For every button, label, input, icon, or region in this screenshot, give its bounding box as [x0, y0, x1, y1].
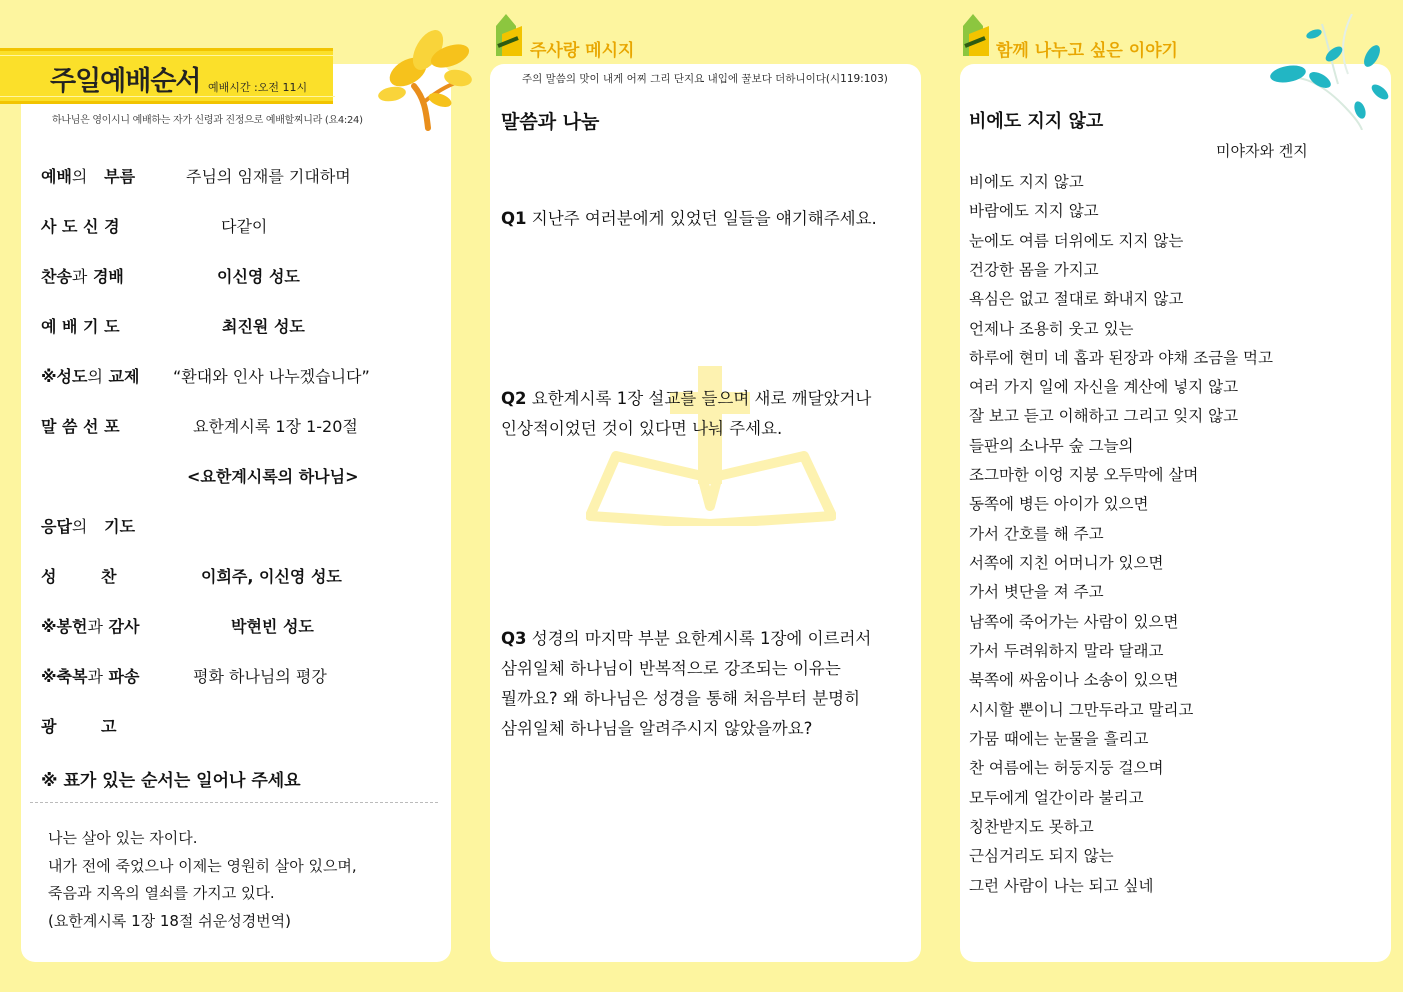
question-number: Q3: [501, 629, 527, 648]
order-label: ※축복: [41, 667, 88, 686]
question-number: Q2: [501, 389, 527, 408]
bookmark-arrow-icon: [959, 12, 993, 56]
quote-line: (요한계시록 1장 18절 쉬운성경번역): [48, 912, 292, 930]
order-value: 박현빈 성도: [231, 617, 314, 636]
poem-line: 들판의 소나무 숲 그늘의: [969, 437, 1134, 455]
section-title-story: 함께 나누고 싶은 이야기: [996, 41, 1178, 61]
order-value: 요한계시록 1장 1-20절: [193, 417, 358, 436]
page-title: 주일예배순서: [50, 66, 201, 97]
poem-line: 여러 가지 일에 자신을 계산에 넣지 않고: [969, 378, 1239, 396]
order-value: 최진원 성도: [222, 317, 305, 336]
poem-line: 바람에도 지지 않고: [969, 202, 1099, 220]
poem-line: 가뭄 때에는 눈물을 흘리고: [969, 730, 1149, 748]
service-time: 예배시간 :오전 11시: [208, 81, 308, 94]
poem-line: 동쪽에 병든 아이가 있으면: [969, 495, 1149, 513]
order-label: 응답: [41, 517, 72, 536]
poem-line: 가서 두려워하지 말라 달래고: [969, 642, 1164, 660]
quote-line: 내가 전에 죽었으나 이제는 영원히 살아 있으며,: [48, 857, 357, 875]
question-text: 뭘까요? 왜 하나님은 성경을 통해 처음부터 분명히: [501, 689, 861, 708]
order-label: 사 도 신 경: [41, 217, 120, 236]
poem-line: 칭찬받지도 못하고: [969, 818, 1094, 836]
poem-line: 욕심은 없고 절대로 화내지 않고: [969, 290, 1184, 308]
worship-verse: 하나님은 영이시니 예배하는 자가 신령과 진정으로 예배할찌니라 (요4:24): [52, 115, 363, 126]
poem-line: 서쪽에 지친 어머니가 있으면: [969, 554, 1164, 572]
title-banner: [0, 48, 333, 104]
poem-line: 그런 사람이 나는 되고 싶네: [969, 877, 1154, 895]
section-title-message: 주사랑 메시지: [530, 41, 635, 61]
quote-line: 나는 살아 있는 자이다.: [48, 829, 198, 847]
order-label: 성 찬: [41, 567, 117, 586]
poem-line: 조그마한 이엉 지붕 오두막에 살며: [969, 466, 1199, 484]
question-text: 삼위일체 하나님이 반복적으로 강조되는 이유는: [501, 659, 841, 678]
order-label-particle: 과: [87, 667, 103, 686]
order-value: “환대와 인사 나누겠습니다”: [173, 367, 370, 386]
order-label-particle: 과: [71, 267, 88, 286]
order-label: 예 배 기 도: [41, 317, 120, 336]
order-label: 기도: [104, 517, 136, 536]
poem-line: 근심거리도 되지 않는: [969, 847, 1114, 865]
poem-line: 언제나 조용히 웃고 있는: [969, 320, 1134, 338]
poem-line: 눈에도 여름 더위에도 지지 않는: [969, 232, 1184, 250]
question-text: 지난주 여러분에게 있었던 일들을 얘기해주세요.: [531, 209, 877, 228]
message-heading: 말씀과 나눔: [501, 111, 600, 133]
poem-line: 건강한 몸을 가지고: [969, 261, 1099, 279]
bookmark-arrow-icon: [492, 12, 526, 56]
order-value: 주님의 임재를 기대하며: [186, 167, 351, 186]
order-label: 말 씀 선 포: [41, 417, 120, 436]
poem-line: 가서 간호를 해 주고: [969, 525, 1104, 543]
order-label: 예배: [41, 167, 72, 186]
sermon-title: <요한계시록의 하나님>: [187, 467, 359, 486]
message-verse: 주의 말씀의 맛이 내게 어찌 그리 단지요 내입에 꿀보다 더하니이다(시119:103): [522, 73, 888, 85]
order-value: 다같이: [221, 217, 268, 236]
divider: [30, 802, 438, 803]
tree-icon: [366, 20, 478, 132]
order-label: ※봉헌: [41, 617, 88, 636]
question-text: 삼위일체 하나님을 알려주시지 않았을까요?: [501, 719, 813, 738]
floral-ornament-icon: [1262, 14, 1394, 130]
order-label-particle: 의: [87, 367, 103, 386]
stand-note: ※ 표가 있는 순서는 일어나 주세요: [41, 771, 301, 791]
order-value: 평화 하나님의 평강: [193, 667, 327, 686]
order-label: 파송: [108, 667, 140, 686]
order-label: 감사: [108, 617, 140, 636]
order-label-particle: 의: [71, 167, 88, 186]
poem-line: 비에도 지지 않고: [969, 173, 1084, 191]
order-label-particle: 과: [87, 617, 103, 636]
poem-line: 남쪽에 죽어가는 사람이 있으면: [969, 613, 1179, 631]
order-label: 경배: [92, 267, 124, 286]
poem-title: 비에도 지지 않고: [969, 111, 1104, 132]
question-text: 인상적이었던 것이 있다면 나눠 주세요.: [501, 419, 783, 438]
order-label-particle: 의: [71, 517, 88, 536]
poem-line: 하루에 현미 네 홉과 된장과 야채 조금을 먹고: [969, 349, 1274, 367]
order-value: 이신영 성도: [217, 267, 300, 286]
question-text: 성경의 마지막 부분 요한계시록 1장에 이르러서: [531, 629, 872, 648]
question-text: 요한계시록 1장 설교를 들으며 새로 깨달았거나: [531, 389, 872, 408]
quote-line: 죽음과 지옥의 열쇠를 가지고 있다.: [48, 884, 275, 902]
poem-author: 미야자와 겐지: [1216, 142, 1308, 160]
order-label: 교제: [108, 367, 140, 386]
order-label: 찬송: [41, 267, 72, 286]
poem-line: 잘 보고 듣고 이해하고 그리고 잊지 않고: [969, 407, 1239, 425]
poem-line: 찬 여름에는 허둥지둥 걸으며: [969, 759, 1164, 777]
order-label: 광 고: [41, 717, 117, 736]
order-label: ※성도: [41, 367, 88, 386]
poem-line: 북쪽에 싸움이나 소송이 있으면: [969, 671, 1179, 689]
poem-line: 시시할 뿐이니 그만두라고 말리고: [969, 701, 1194, 719]
order-label: 부름: [104, 167, 136, 186]
question-number: Q1: [501, 209, 527, 228]
poem-line: 모두에게 얼간이라 불리고: [969, 789, 1144, 807]
poem-line: 가서 볏단을 져 주고: [969, 583, 1104, 601]
order-value: 이희주, 이신영 성도: [201, 567, 342, 586]
